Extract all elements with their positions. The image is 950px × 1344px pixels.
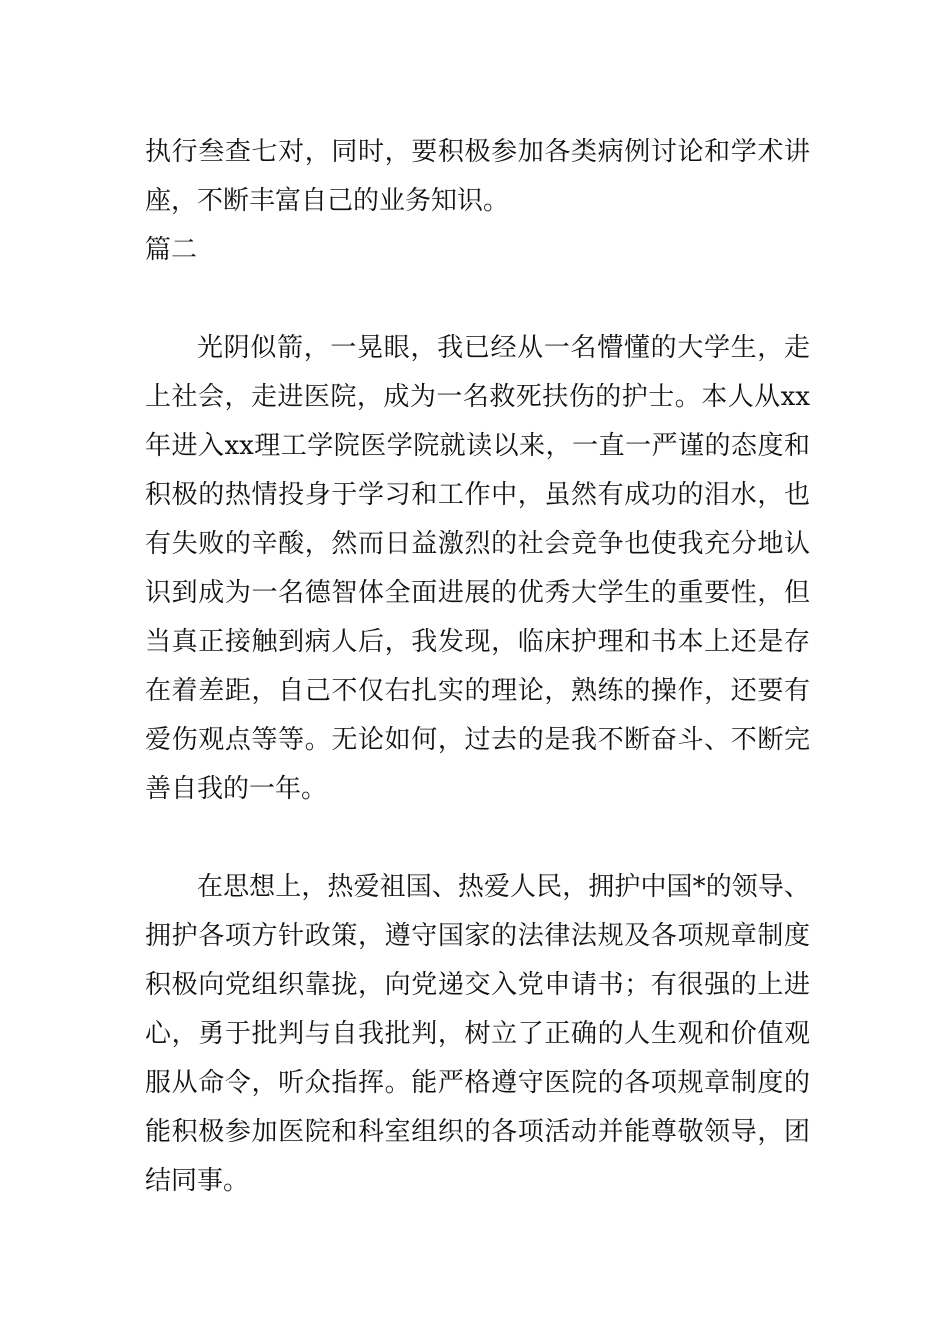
paragraph-2: 在思想上，热爱祖国、热爱人民，拥护中国*的领导、拥护各项方针政策，遵守国家的法律法规及各项规章制度积极向党组织靠拢，向党递交入党申请书；有很强的上进心，勇于批判与自我批判，树立了正确的人生观和价值观服从命令，听众指挥。能严格遵守医院的各项规章制度的能积极参加医院和科室组织的各项活动并能尊敬领导，团结同事。: [145, 872, 810, 1196]
document-body: [145, 128, 810, 1206]
continued-paragraph: 执行叁查七对，同时，要积极参加各类病例讨论和学术讲座，不断丰富自己的业务知识。: [145, 137, 810, 216]
blank-line: [145, 814, 810, 863]
paragraph-1: 光阴似箭，一晃眼，我已经从一名懵懂的大学生，走上社会，走进医院，成为一名救死扶伤的护士。本人从xx年进入xx理工学院医学院就读以来，一直一严谨的态度和积极的热情投身于学习和工作中，虽然有成功的泪水，也有失败的辛酸，然而日益激烈的社会竞争也使我充分地认识到成为一名德智体全面进展的优秀大学生的重要性，但当真正接触到病人后，我发现，临床护理和书本上还是存在着差距，自己不仅右扎实的理论，熟练的操作，还要有爱伤观点等等。无论如何，过去的是我不断奋斗、不断完善自我的一年。: [145, 333, 810, 804]
section-heading: 篇二: [145, 235, 198, 265]
blank-line: [145, 275, 810, 324]
